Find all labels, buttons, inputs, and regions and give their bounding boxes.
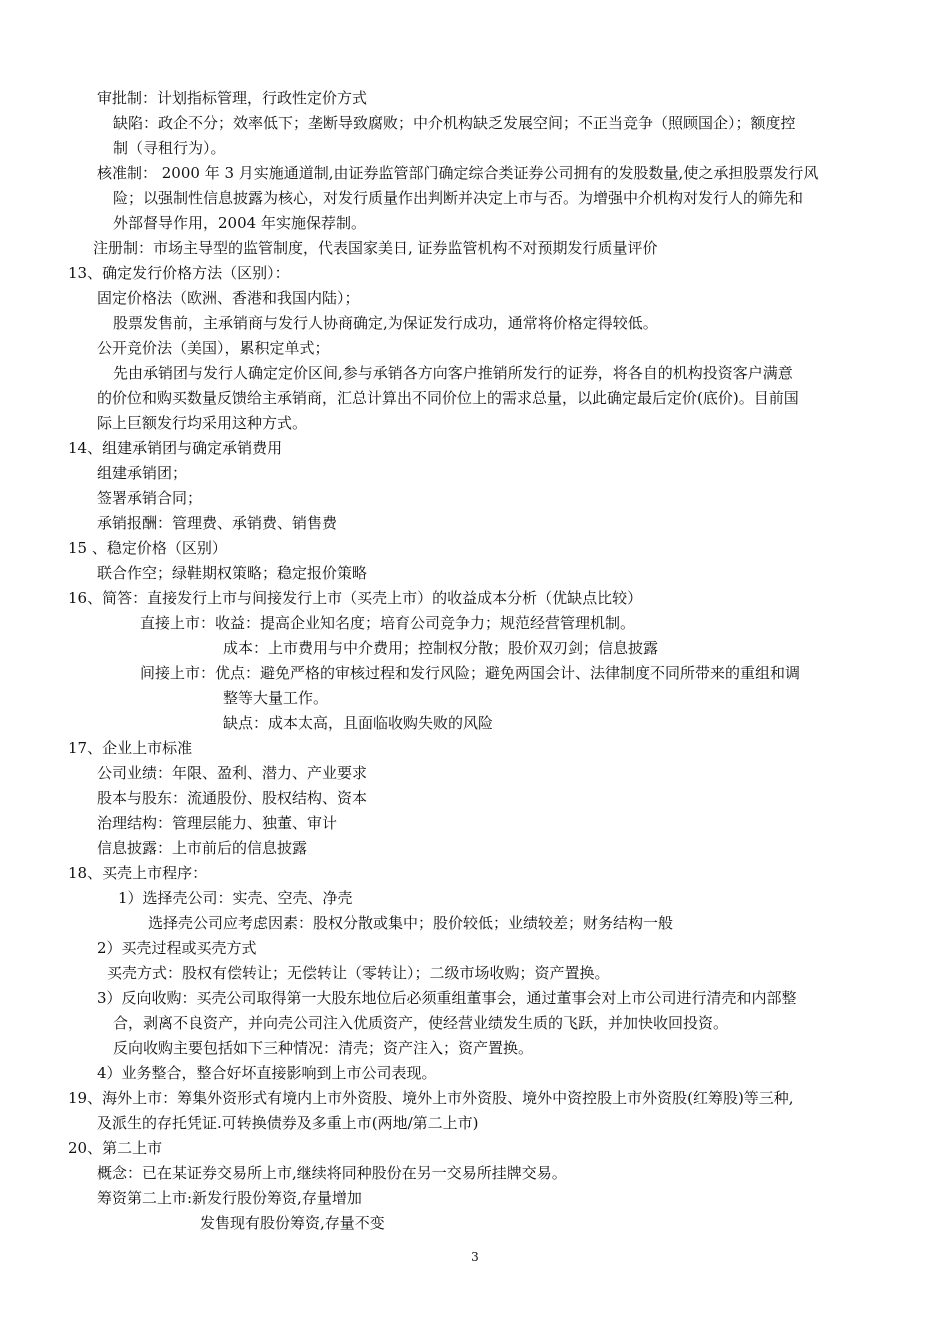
text-line: 4）业务整合，整合好坏直接影响到上市公司表现。	[97, 1064, 437, 1082]
section-heading: 18、买壳上市程序：	[68, 864, 208, 882]
text-line: 注册制：市场主导型的监管制度，代表国家美日, 证券监管机构不对预期发行质量评价	[93, 239, 658, 257]
section-heading: 15 、稳定价格（区别）	[68, 539, 227, 557]
section-heading: 20、第二上市	[68, 1139, 163, 1157]
text-line: 反向收购主要包括如下三种情况：清壳；资产注入；资产置换。	[113, 1039, 534, 1057]
text-line: 股票发售前，主承销商与发行人协商确定,为保证发行成功，通常将价格定得较低。	[113, 314, 658, 332]
text-line: 外部督导作用，2004 年实施保荐制。	[113, 214, 366, 232]
text-line: 缺点：成本太高，且面临收购失败的风险	[223, 714, 494, 732]
text-line: 信息披露：上市前后的信息披露	[97, 839, 308, 857]
text-line: 整等大量工作。	[223, 689, 329, 707]
text-line: 买壳方式：股权有偿转让；无偿转让（零转让）；二级市场收购；资产置换。	[107, 964, 610, 982]
text-line: 承销报酬：管理费、承销费、销售费	[97, 514, 338, 532]
text-line: 核准制： 2000 年 3 月实施通道制,由证券监管部门确定综合类证券公司拥有的发股数量,使之承担股票发行风	[97, 164, 819, 182]
text-line: 公开竞价法（美国），累积定单式；	[97, 339, 330, 357]
text-line: 概念：已在某证券交易所上市,继续将同种股份在另一交易所挂牌交易。	[97, 1164, 567, 1182]
text-line: 先由承销团与发行人确定定价区间,参与承销各方向客户推销所发行的证券，将各自的机构投资客户满意	[113, 364, 793, 382]
section-heading: 13、确定发行价格方法（区别）：	[68, 264, 290, 282]
text-line: 缺陷：政企不分；效率低下；垄断导致腐败；中介机构缺乏发展空间；不正当竞争（照顾国企）；额度控	[113, 114, 796, 132]
text-line: 股本与股东：流通股份、股权结构、资本	[97, 789, 368, 807]
text-line: 组建承销团；	[97, 464, 188, 482]
text-line: 及派生的存托凭证.可转换债券及多重上市(两地/第二上市)	[97, 1114, 479, 1132]
text-line: 固定价格法（欧洲、香港和我国内陆）；	[97, 289, 360, 307]
text-line: 选择壳公司应考虑因素：股权分散或集中；股价较低；业绩较差；财务结构一般	[148, 914, 674, 932]
text-line: 筹资第二上市:新发行股份筹资,存量增加	[97, 1189, 362, 1207]
section-heading: 17、企业上市标准	[68, 739, 193, 757]
text-line: 合，剥离不良资产，并向壳公司注入优质资产，使经营业绩发生质的飞跃，并加快收回投资。	[113, 1014, 729, 1032]
text-line: 际上巨额发行均采用这种方式。	[97, 414, 308, 432]
text-line: 公司业绩：年限、盈利、潜力、产业要求	[97, 764, 368, 782]
text-line: 成本：上市费用与中介费用；控制权分散；股价双刃剑；信息披露	[223, 639, 659, 657]
text-line: 险；以强制性信息披露为核心，对发行质量作出判断并决定上市与否。为增强中介机构对发行人的筛先和	[113, 189, 804, 207]
text-line: 联合作空；绿鞋期权策略；稳定报价策略	[97, 564, 368, 582]
text-line: 直接上市：收益：提高企业知名度；培育公司竞争力；规范经营管理机制。	[140, 614, 636, 632]
text-line: 间接上市：优点：避免严格的审核过程和发行风险；避免两国会计、法律制度不同所带来的重组和调	[140, 664, 801, 682]
text-line: 1）选择壳公司：实壳、空壳、净壳	[118, 889, 353, 907]
text-line: 制（寻租行为）。	[113, 139, 226, 157]
text-line: 审批制：计划指标管理，行政性定价方式	[97, 89, 368, 107]
text-line: 治理结构：管理层能力、独董、审计	[97, 814, 338, 832]
text-line: 2）买壳过程或买壳方式	[97, 939, 257, 957]
text-line: 的价位和购买数量反馈给主承销商，汇总计算出不同价位上的需求总量，以此确定最后定价(底价)。目前国	[97, 389, 799, 407]
text-line: 签署承销合同；	[97, 489, 203, 507]
text-line: 发售现有股份筹资,存量不变	[200, 1214, 385, 1232]
section-heading: 14、组建承销团与确定承销费用	[68, 439, 283, 457]
page-number: 3	[471, 1250, 479, 1264]
section-heading: 19、海外上市：筹集外资形式有境内上市外资股、境外上市外资股、境外中资控股上市外资股(红筹股)等三种,	[68, 1089, 794, 1107]
text-line: 3）反向收购：买壳公司取得第一大股东地位后必须重组董事会，通过董事会对上市公司进行清壳和内部整	[97, 989, 797, 1007]
section-heading: 16、简答：直接发行上市与间接发行上市（买壳上市）的收益成本分析（优缺点比较）	[68, 589, 643, 607]
